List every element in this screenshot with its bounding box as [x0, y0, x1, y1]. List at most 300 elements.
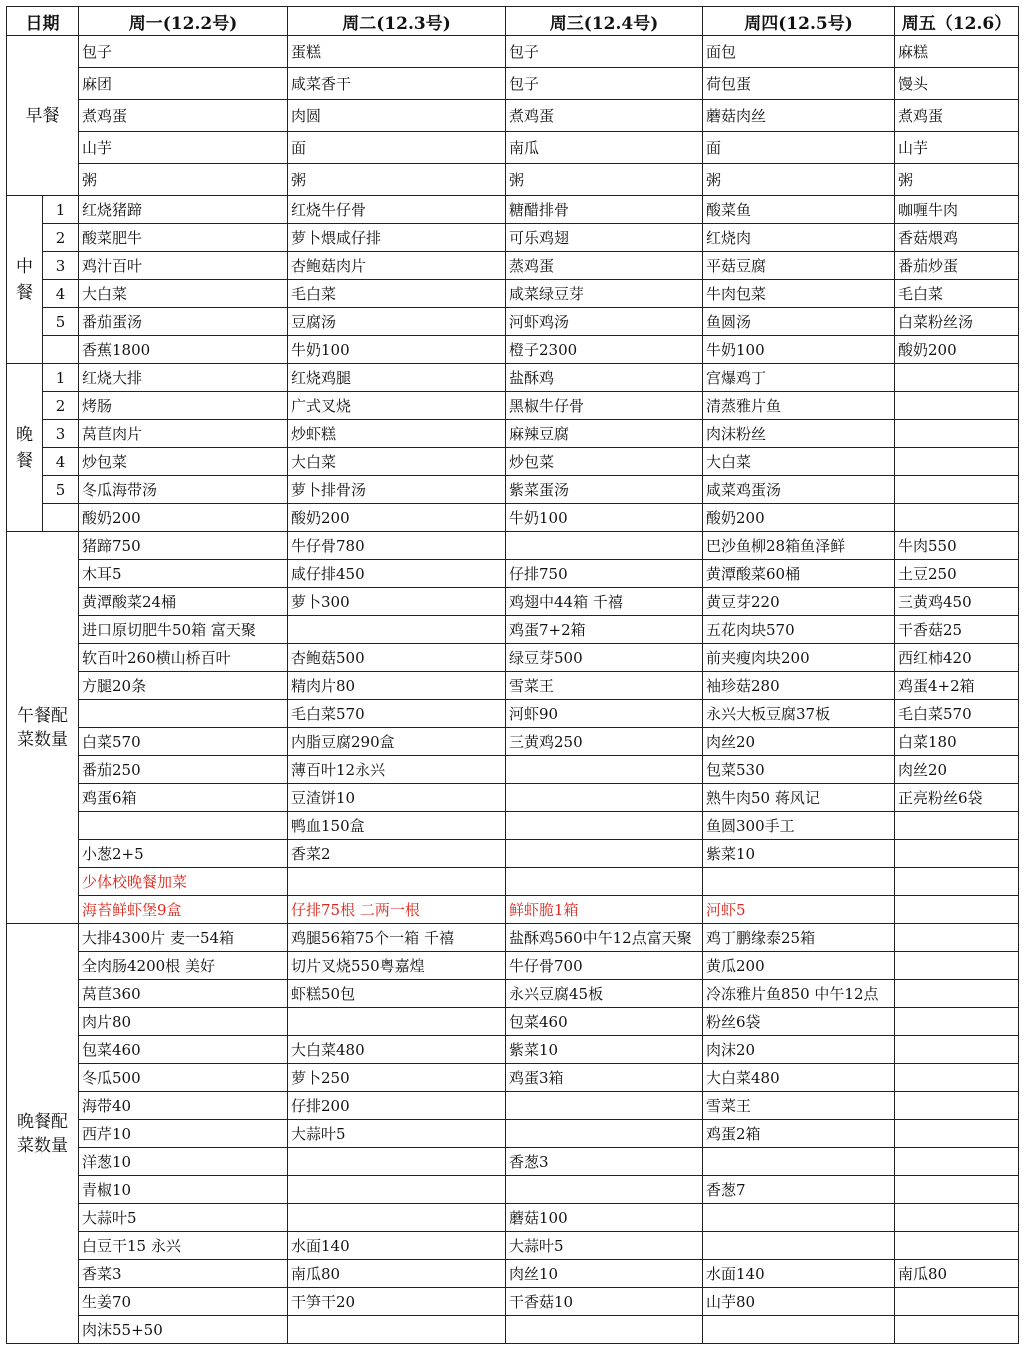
dinner_qty-cell: 冷冻雅片鱼850 中午12点	[703, 980, 895, 1008]
dinner_qty-cell: 鸡蛋2箱	[703, 1120, 895, 1148]
dinner_qty-cell: 南瓜80	[288, 1260, 506, 1288]
dinner_qty-cell	[288, 1176, 506, 1204]
dinner-dish-cell: 牛奶100	[506, 504, 703, 532]
dinner_qty-cell: 海带40	[79, 1092, 288, 1120]
lunch_qty-cell: 熟牛肉50 蒋风记	[703, 784, 895, 812]
dinner_qty-row	[7, 1008, 1019, 1036]
lunch-dish-cell: 牛肉包菜	[703, 280, 895, 308]
breakfast-row	[7, 36, 1019, 68]
breakfast-row	[7, 132, 1019, 164]
breakfast-cell: 麻糕	[895, 36, 1019, 68]
dinner_qty-cell: 干香菇10	[506, 1288, 703, 1316]
dinner-dish-cell: 炒包菜	[79, 448, 288, 476]
lunch-dish-number	[43, 336, 79, 364]
lunch-dish-cell: 毛白菜	[895, 280, 1019, 308]
dinner_qty-cell: 永兴豆腐45板	[506, 980, 703, 1008]
dinner-dish-number: 2	[43, 392, 79, 420]
lunch-dish-number: 3	[43, 252, 79, 280]
dinner_qty-cell	[895, 1176, 1019, 1204]
dinner_qty-cell	[506, 1316, 703, 1344]
dinner-dish-cell: 红烧大排	[79, 364, 288, 392]
day-header-tue: 周二(12.3号)	[288, 7, 506, 36]
lunch-dish-cell: 萝卜煨咸仔排	[288, 224, 506, 252]
dinner-dish-cell: 炒虾糕	[288, 420, 506, 448]
dinner_qty-cell: 香葱7	[703, 1176, 895, 1204]
breakfast-cell: 粥	[506, 164, 703, 196]
breakfast-cell: 馒头	[895, 68, 1019, 100]
lunch_qty-cell: 黄潭酸菜60桶	[703, 560, 895, 588]
lunch_qty-cell: 黄豆芽220	[703, 588, 895, 616]
dinner_qty-cell: 包菜460	[506, 1008, 703, 1036]
lunch-dish-cell: 番茄蛋汤	[79, 308, 288, 336]
breakfast-cell: 肉圆	[288, 100, 506, 132]
lunch_qty-row	[7, 784, 1019, 812]
lunch_qty-cell: 河虾5	[703, 896, 895, 924]
lunch_qty-cell: 鱼圆300手工	[703, 812, 895, 840]
dinner_qty-cell	[506, 1176, 703, 1204]
dinner_qty-cell	[703, 1204, 895, 1232]
dinner-dish-cell: 广式叉烧	[288, 392, 506, 420]
lunch-dish-cell: 酸奶200	[895, 336, 1019, 364]
dinner_qty-cell	[288, 1148, 506, 1176]
dinner-dish-cell: 红烧鸡腿	[288, 364, 506, 392]
lunch_qty-cell: 肉丝20	[703, 728, 895, 756]
dinner_qty-cell	[895, 1036, 1019, 1064]
dinner-dish-number: 5	[43, 476, 79, 504]
lunch-dish-cell: 豆腐汤	[288, 308, 506, 336]
dinner_qty-cell: 全肉肠4200根 美好	[79, 952, 288, 980]
lunch_qty-row	[7, 532, 1019, 560]
day-header-fri: 周五（12.6）	[895, 7, 1019, 36]
dinner_qty-cell: 西芹10	[79, 1120, 288, 1148]
lunch_qty-cell: 牛仔骨780	[288, 532, 506, 560]
dinner_qty-cell	[703, 1232, 895, 1260]
dinner_qty-cell: 包菜460	[79, 1036, 288, 1064]
dinner_qty-cell: 牛仔骨700	[506, 952, 703, 980]
lunch_qty-row	[7, 560, 1019, 588]
lunch_qty-cell: 豆渣饼10	[288, 784, 506, 812]
dinner_qty-row	[7, 980, 1019, 1008]
lunch-dish-cell: 红烧猪蹄	[79, 196, 288, 224]
lunch-qty-label	[7, 532, 79, 924]
lunch-dish-number: 2	[43, 224, 79, 252]
lunch_qty-cell: 鸭血150盒	[288, 812, 506, 840]
lunch_qty-cell: 牛肉550	[895, 532, 1019, 560]
dinner_qty-cell: 粉丝6袋	[703, 1008, 895, 1036]
breakfast-cell: 面	[288, 132, 506, 164]
lunch_qty-cell: 干香菇25	[895, 616, 1019, 644]
breakfast-cell: 面包	[703, 36, 895, 68]
dinner_qty-cell: 大排4300片 麦一54箱	[79, 924, 288, 952]
breakfast-cell: 煮鸡蛋	[506, 100, 703, 132]
dinner_qty-cell: 大白菜480	[703, 1064, 895, 1092]
dinner-dish-cell	[895, 476, 1019, 504]
dinner-dish-cell	[895, 364, 1019, 392]
lunch_qty-cell: 绿豆芽500	[506, 644, 703, 672]
breakfast-cell: 麻团	[79, 68, 288, 100]
dinner_qty-cell	[288, 1008, 506, 1036]
dinner_qty-cell	[895, 1204, 1019, 1232]
breakfast-cell: 包子	[506, 68, 703, 100]
lunch_qty-cell: 薄百叶12永兴	[288, 756, 506, 784]
lunch_qty-cell: 内脂豆腐290盒	[288, 728, 506, 756]
lunch-dish-cell: 鱼圆汤	[703, 308, 895, 336]
lunch_qty-cell: 杏鲍菇500	[288, 644, 506, 672]
dinner_qty-cell	[895, 1008, 1019, 1036]
day-header-mon: 周一(12.2号)	[79, 7, 288, 36]
dinner-label	[7, 364, 43, 532]
dinner_qty-row	[7, 924, 1019, 952]
dinner_qty-cell: 鸡丁鹏缘泰25箱	[703, 924, 895, 952]
dinner_qty-cell	[288, 1316, 506, 1344]
dinner_qty-cell	[288, 1204, 506, 1232]
dinner_qty-row	[7, 1260, 1019, 1288]
lunch-dish-cell: 河虾鸡汤	[506, 308, 703, 336]
lunch_qty-row	[7, 868, 1019, 896]
breakfast-cell: 包子	[506, 36, 703, 68]
lunch_qty-cell: 西红柿420	[895, 644, 1019, 672]
dinner-dish-cell: 烤肠	[79, 392, 288, 420]
lunch_qty-cell	[506, 840, 703, 868]
lunch_qty-cell: 萝卜300	[288, 588, 506, 616]
dinner-dish-number: 4	[43, 448, 79, 476]
dinner-dish-number: 3	[43, 420, 79, 448]
lunch_qty-row	[7, 840, 1019, 868]
dinner_qty-cell	[703, 1316, 895, 1344]
lunch_qty-cell: 番茄250	[79, 756, 288, 784]
lunch_qty-cell	[79, 700, 288, 728]
lunch-row	[7, 252, 1019, 280]
lunch-dish-cell: 毛白菜	[288, 280, 506, 308]
lunch_qty-cell: 土豆250	[895, 560, 1019, 588]
lunch-dish-number: 5	[43, 308, 79, 336]
dinner-dish-cell: 宫爆鸡丁	[703, 364, 895, 392]
dinner_qty-cell: 生姜70	[79, 1288, 288, 1316]
dinner_qty-cell	[895, 1232, 1019, 1260]
lunch_qty-row	[7, 896, 1019, 924]
dinner_qty-cell: 鸡蛋3箱	[506, 1064, 703, 1092]
lunch-dish-cell: 糖醋排骨	[506, 196, 703, 224]
lunch_qty-cell: 黄潭酸菜24桶	[79, 588, 288, 616]
lunch_qty-cell: 三黄鸡450	[895, 588, 1019, 616]
lunch_qty-cell	[506, 532, 703, 560]
lunch_qty-cell: 软百叶260横山桥百叶	[79, 644, 288, 672]
lunch-dish-cell: 大白菜	[79, 280, 288, 308]
dinner_qty-row	[7, 952, 1019, 980]
lunch-row	[7, 224, 1019, 252]
lunch-dish-number: 4	[43, 280, 79, 308]
dinner-dish-cell: 黑椒牛仔骨	[506, 392, 703, 420]
breakfast-cell: 荷包蛋	[703, 68, 895, 100]
dinner_qty-cell	[506, 1092, 703, 1120]
dinner-dish-cell: 炒包菜	[506, 448, 703, 476]
breakfast-cell: 煮鸡蛋	[79, 100, 288, 132]
lunch_qty-cell	[895, 840, 1019, 868]
dinner-dish-cell	[895, 392, 1019, 420]
breakfast-cell: 粥	[895, 164, 1019, 196]
dinner-dish-number	[43, 504, 79, 532]
lunch-label	[7, 196, 43, 364]
dinner-dish-cell: 酸奶200	[79, 504, 288, 532]
lunch_qty-cell: 香菜2	[288, 840, 506, 868]
menu-body	[7, 36, 1019, 1344]
lunch_qty-cell	[703, 868, 895, 896]
day-header-thu: 周四(12.5号)	[703, 7, 895, 36]
dinner_qty-cell: 紫菜10	[506, 1036, 703, 1064]
dinner_qty-row	[7, 1316, 1019, 1344]
dinner_qty-row	[7, 1064, 1019, 1092]
lunch-dish-cell: 白菜粉丝汤	[895, 308, 1019, 336]
lunch_qty-cell: 毛白菜570	[895, 700, 1019, 728]
lunch_qty-cell: 鲜虾脆1箱	[506, 896, 703, 924]
lunch_qty-cell	[895, 812, 1019, 840]
breakfast-cell: 煮鸡蛋	[895, 100, 1019, 132]
dinner_qty-cell: 仔排200	[288, 1092, 506, 1120]
lunch_qty-row	[7, 644, 1019, 672]
lunch_qty-cell: 咸仔排450	[288, 560, 506, 588]
breakfast-row	[7, 100, 1019, 132]
lunch-row	[7, 196, 1019, 224]
lunch_qty-row	[7, 728, 1019, 756]
dinner-qty-label	[7, 924, 79, 1344]
lunch-dish-cell: 咖喱牛肉	[895, 196, 1019, 224]
lunch_qty-cell: 紫菜10	[703, 840, 895, 868]
dinner_qty-cell: 肉沫20	[703, 1036, 895, 1064]
lunch-qty-label-line1: 午餐配	[17, 705, 68, 726]
dinner_qty-cell	[895, 924, 1019, 952]
lunch-dish-cell: 红烧牛仔骨	[288, 196, 506, 224]
lunch-dish-number: 1	[43, 196, 79, 224]
lunch-dish-cell: 酸菜肥牛	[79, 224, 288, 252]
lunch_qty-cell: 小葱2+5	[79, 840, 288, 868]
lunch_qty-cell: 正亮粉丝6袋	[895, 784, 1019, 812]
dinner_qty-cell	[895, 1316, 1019, 1344]
breakfast-cell: 咸菜香干	[288, 68, 506, 100]
lunch_qty-cell: 猪蹄750	[79, 532, 288, 560]
dinner-row	[7, 364, 1019, 392]
dinner-label-line2: 餐	[16, 450, 33, 471]
dinner-dish-cell: 冬瓜海带汤	[79, 476, 288, 504]
lunch_qty-row	[7, 812, 1019, 840]
lunch_qty-cell	[506, 756, 703, 784]
lunch_qty-cell: 木耳5	[79, 560, 288, 588]
lunch_qty-cell	[895, 868, 1019, 896]
dinner-dish-cell: 清蒸雅片鱼	[703, 392, 895, 420]
dinner_qty-cell: 大蒜叶5	[79, 1204, 288, 1232]
dinner_qty-cell: 香菜3	[79, 1260, 288, 1288]
dinner-qty-label-line2: 菜数量	[17, 1135, 68, 1156]
lunch-dish-cell: 可乐鸡翅	[506, 224, 703, 252]
lunch-dish-cell: 酸菜鱼	[703, 196, 895, 224]
lunch-dish-cell: 咸菜绿豆芽	[506, 280, 703, 308]
dinner-dish-cell	[895, 448, 1019, 476]
lunch-dish-cell: 牛奶100	[288, 336, 506, 364]
lunch_qty-cell: 包菜530	[703, 756, 895, 784]
dinner_qty-cell	[506, 1120, 703, 1148]
dinner_qty-cell: 大蒜叶5	[506, 1232, 703, 1260]
lunch_qty-cell: 三黄鸡250	[506, 728, 703, 756]
dinner_qty-cell: 切片叉烧550粤嘉煌	[288, 952, 506, 980]
dinner_qty-cell	[895, 952, 1019, 980]
dinner_qty-cell: 肉丝10	[506, 1260, 703, 1288]
dinner-dish-cell: 莴苣肉片	[79, 420, 288, 448]
dinner_qty-row	[7, 1036, 1019, 1064]
menu-table	[6, 6, 1019, 1344]
lunch_qty-cell	[79, 812, 288, 840]
dinner_qty-cell: 鸡腿56箱75个一箱 千禧	[288, 924, 506, 952]
dinner_qty-cell: 盐酥鸡560中午12点富天聚	[506, 924, 703, 952]
lunch-dish-cell: 香菇煨鸡	[895, 224, 1019, 252]
day-header-wed: 周三(12.4号)	[506, 7, 703, 36]
dinner-dish-cell: 大白菜	[288, 448, 506, 476]
dinner_qty-cell: 水面140	[703, 1260, 895, 1288]
dinner-label-line1: 晚	[16, 424, 33, 445]
lunch_qty-cell: 白菜180	[895, 728, 1019, 756]
dinner-row	[7, 504, 1019, 532]
lunch_qty-cell: 五花肉块570	[703, 616, 895, 644]
lunch_qty-cell: 进口原切肥牛50箱 富天聚	[79, 616, 288, 644]
lunch_qty-cell: 前夹瘦肉块200	[703, 644, 895, 672]
dinner_qty-row	[7, 1092, 1019, 1120]
dinner_qty-cell: 干笋干20	[288, 1288, 506, 1316]
header-row	[7, 7, 1019, 36]
lunch_qty-cell: 河虾90	[506, 700, 703, 728]
lunch-dish-cell: 番茄炒蛋	[895, 252, 1019, 280]
dinner-dish-cell: 大白菜	[703, 448, 895, 476]
dinner_qty-cell: 水面140	[288, 1232, 506, 1260]
lunch_qty-cell: 海苔鲜虾堡9盒	[79, 896, 288, 924]
lunch-qty-label-line2: 菜数量	[17, 729, 68, 750]
dinner-dish-cell: 肉沫粉丝	[703, 420, 895, 448]
lunch_qty-cell: 毛白菜570	[288, 700, 506, 728]
lunch_qty-cell: 方腿20条	[79, 672, 288, 700]
breakfast-cell: 粥	[79, 164, 288, 196]
dinner_qty-cell	[703, 1148, 895, 1176]
dinner_qty-cell: 肉片80	[79, 1008, 288, 1036]
breakfast-row	[7, 68, 1019, 100]
dinner_qty-cell: 雪菜王	[703, 1092, 895, 1120]
dinner-row	[7, 448, 1019, 476]
lunch-label-line1: 中	[16, 256, 33, 277]
dinner_qty-cell: 南瓜80	[895, 1260, 1019, 1288]
dinner_qty-row	[7, 1148, 1019, 1176]
dinner-dish-cell: 萝卜排骨汤	[288, 476, 506, 504]
lunch_qty-cell: 精肉片80	[288, 672, 506, 700]
breakfast-cell: 粥	[703, 164, 895, 196]
dinner_qty-cell: 青椒10	[79, 1176, 288, 1204]
dinner-dish-cell: 酸奶200	[288, 504, 506, 532]
dinner_qty-cell: 蘑菇100	[506, 1204, 703, 1232]
lunch_qty-cell	[506, 784, 703, 812]
lunch_qty-cell: 鸡翅中44箱 千禧	[506, 588, 703, 616]
dinner_qty-row	[7, 1232, 1019, 1260]
dinner_qty-cell	[895, 1288, 1019, 1316]
lunch_qty-cell: 巴沙鱼柳28箱鱼泽鲜	[703, 532, 895, 560]
dinner-dish-cell: 咸菜鸡蛋汤	[703, 476, 895, 504]
dinner_qty-cell: 大蒜叶5	[288, 1120, 506, 1148]
lunch-dish-cell: 蒸鸡蛋	[506, 252, 703, 280]
breakfast-cell: 包子	[79, 36, 288, 68]
dinner_qty-cell	[895, 1064, 1019, 1092]
dinner_qty-cell: 冬瓜500	[79, 1064, 288, 1092]
lunch_qty-row	[7, 700, 1019, 728]
dinner-dish-number: 1	[43, 364, 79, 392]
lunch_qty-row	[7, 588, 1019, 616]
lunch-row	[7, 308, 1019, 336]
breakfast-label: 早餐	[7, 36, 79, 196]
lunch-dish-cell: 杏鲍菇肉片	[288, 252, 506, 280]
dinner-dish-cell: 麻辣豆腐	[506, 420, 703, 448]
lunch-dish-cell: 橙子2300	[506, 336, 703, 364]
dinner_qty-cell: 莴苣360	[79, 980, 288, 1008]
lunch_qty-cell: 鸡蛋4+2箱	[895, 672, 1019, 700]
lunch-dish-cell: 牛奶100	[703, 336, 895, 364]
lunch_qty-cell: 仔排750	[506, 560, 703, 588]
lunch-dish-cell: 香蕉1800	[79, 336, 288, 364]
dinner-dish-cell: 紫菜蛋汤	[506, 476, 703, 504]
dinner-row	[7, 420, 1019, 448]
dinner_qty-cell	[895, 1092, 1019, 1120]
dinner_qty-cell: 香葱3	[506, 1148, 703, 1176]
date-header: 日期	[7, 7, 79, 36]
dinner_qty-row	[7, 1120, 1019, 1148]
lunch_qty-row	[7, 756, 1019, 784]
dinner-dish-cell	[895, 504, 1019, 532]
dinner-row	[7, 476, 1019, 504]
dinner-dish-cell: 盐酥鸡	[506, 364, 703, 392]
dinner-qty-label-line1: 晚餐配	[17, 1111, 68, 1132]
lunch_qty-cell	[506, 812, 703, 840]
breakfast-cell: 粥	[288, 164, 506, 196]
dinner_qty-cell	[895, 1120, 1019, 1148]
dinner-dish-cell	[895, 420, 1019, 448]
dinner_qty-cell: 肉沫55+50	[79, 1316, 288, 1344]
lunch_qty-cell	[288, 868, 506, 896]
breakfast-cell: 山芋	[79, 132, 288, 164]
lunch-dish-cell: 平菇豆腐	[703, 252, 895, 280]
lunch_qty-cell: 仔排75根 二两一根	[288, 896, 506, 924]
lunch_qty-cell	[895, 896, 1019, 924]
dinner_qty-cell: 山芋80	[703, 1288, 895, 1316]
lunch_qty-row	[7, 672, 1019, 700]
dinner_qty-cell: 虾糕50包	[288, 980, 506, 1008]
breakfast-cell: 南瓜	[506, 132, 703, 164]
lunch_qty-cell: 袖珍菇280	[703, 672, 895, 700]
dinner_qty-cell: 白豆干15 永兴	[79, 1232, 288, 1260]
lunch-dish-cell: 鸡汁百叶	[79, 252, 288, 280]
dinner-dish-cell: 酸奶200	[703, 504, 895, 532]
lunch_qty-cell: 永兴大板豆腐37板	[703, 700, 895, 728]
breakfast-cell: 蘑菇肉丝	[703, 100, 895, 132]
lunch-dish-cell: 红烧肉	[703, 224, 895, 252]
breakfast-cell: 面	[703, 132, 895, 164]
dinner_qty-cell	[895, 1148, 1019, 1176]
lunch_qty-cell: 雪菜王	[506, 672, 703, 700]
lunch_qty-cell	[506, 868, 703, 896]
lunch-row	[7, 336, 1019, 364]
dinner_qty-cell: 黄瓜200	[703, 952, 895, 980]
breakfast-row	[7, 164, 1019, 196]
dinner_qty-cell: 萝卜250	[288, 1064, 506, 1092]
dinner_qty-row	[7, 1288, 1019, 1316]
breakfast-cell: 蛋糕	[288, 36, 506, 68]
breakfast-cell: 山芋	[895, 132, 1019, 164]
dinner_qty-row	[7, 1204, 1019, 1232]
lunch_qty-cell: 白菜570	[79, 728, 288, 756]
dinner_qty-cell: 洋葱10	[79, 1148, 288, 1176]
lunch-row	[7, 280, 1019, 308]
lunch_qty-cell: 少体校晚餐加菜	[79, 868, 288, 896]
